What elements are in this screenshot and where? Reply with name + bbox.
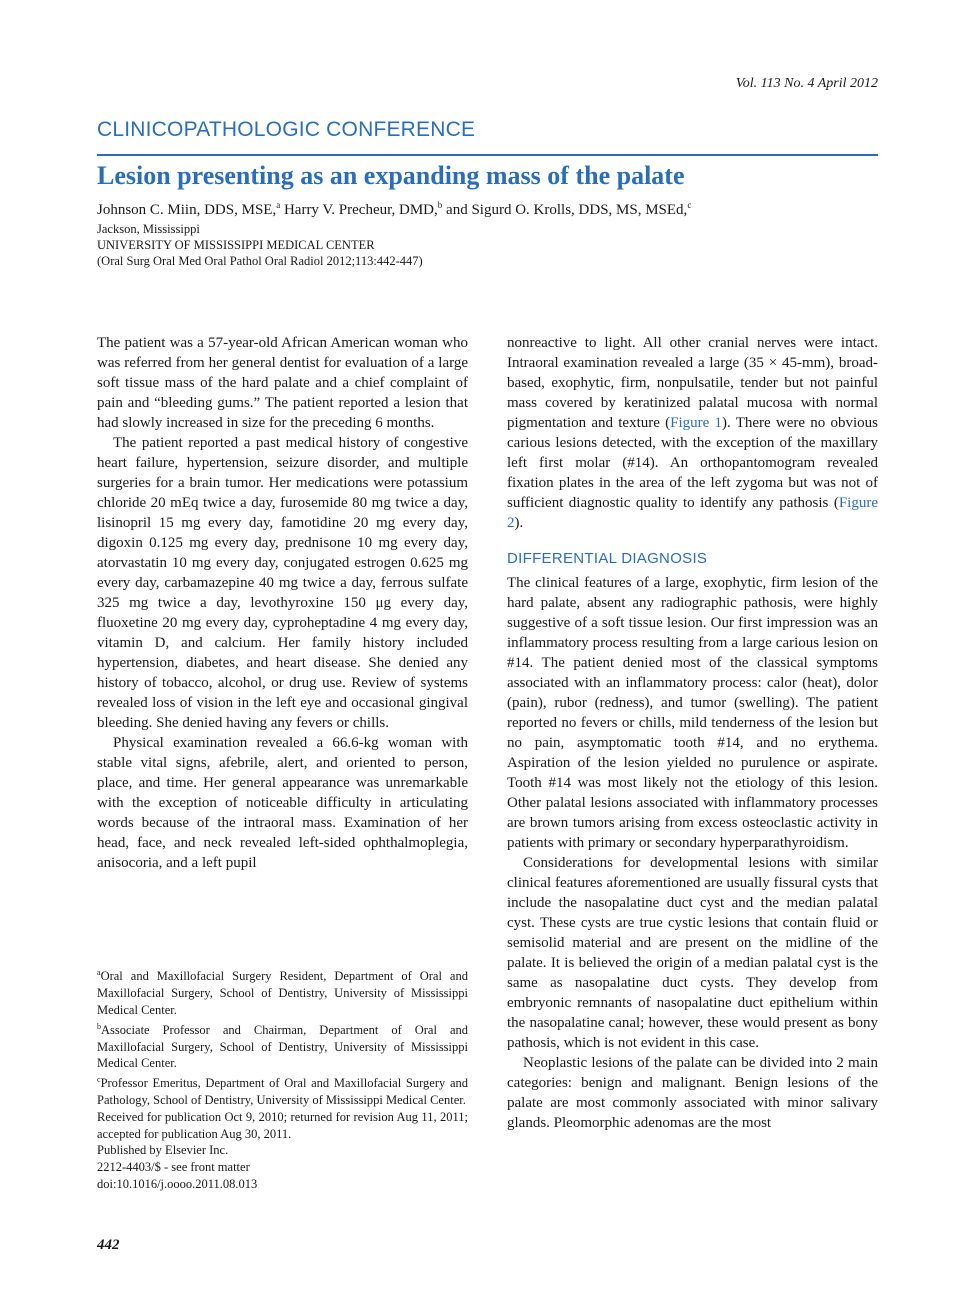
affiliation-block (97, 221, 423, 269)
paragraph-4-part-a: nonreactive to light. All other cranial nerves were intact. Intraoral examination revealed a large (35 × 45-mm), broad-based, exophytic, firm, nonpulsatile, tender but not painful mass covered by keratinized palatal mucosa with normal pigmentation and texture ( (507, 335, 878, 431)
paragraph-7: Neoplastic lesions of the palate can be divided into 2 main categories: benign and malignant. Benign lesions of the palate are most commonly associated with minor salivary glands. Pleomorphic adenomas are the most (507, 1055, 878, 1131)
citation-line: (Oral Surg Oral Med Oral Pathol Oral Radiol 2012;113:442-447) (97, 254, 423, 268)
footnotes (97, 965, 468, 1193)
footnote-b-text: Associate Professor and Chairman, Department of Oral and Maxillofacial Surgery, School of Dentistry, University of Mississippi Medical Center. (97, 1022, 468, 1071)
received-dates: Received for publication Oct 9, 2010; returned for revision Aug 11, 2011; accepted for publication Aug 30, 2011. (97, 1109, 468, 1141)
author-2: Harry V. Precheur, DMD, (280, 202, 438, 218)
paragraph-2: The patient reported a past medical history of congestive heart failure, hypertension, seizure disorder, and multiple surgeries for a brain tumor. Her medications were potassium chloride 20 mEq twice a day, furosemide 80 mg twice a day, lisinopril 15 mg every day, famotidine 20 mg every day, digoxin 0.125 mg every day, prednisone 10 mg every day, atorvastatin 10 mg every day, conjugated estrogen 0.625 mg every day, carbamazepine 40 mg twice a day, ferrous sulfate 325 mg twice a day, levothyroxine 150 μg every day, fluoxetine 20 mg every day, cyproheptadine 4 mg every day, vitamin D, and calcium. Her family history included hypertension, diabetes, and heart disease. She denied any history of tobacco, alcohol, or drug use. Review of systems revealed loss of vision in the left eye and occasional gingival bleeding. She denied having any fevers or chills. (97, 435, 468, 731)
footnote-b-mark: b (97, 1021, 101, 1031)
footnote-c (97, 1072, 468, 1109)
doi-line: doi:10.1016/j.oooo.2011.08.013 (97, 1177, 258, 1192)
footnote-c-mark: c (97, 1075, 101, 1085)
affiliation-institution: UNIVERSITY OF MISSISSIPPI MEDICAL CENTER (97, 238, 375, 252)
issue-info: Vol. 113 No. 4 April 2012 (735, 76, 878, 91)
body-column-left (97, 333, 468, 873)
issn-line: 2212-4403/$ - see front matter (97, 1160, 250, 1175)
author-3-mark: c (687, 200, 692, 210)
page-number: 442 (97, 1237, 120, 1253)
author-1: Johnson C. Miin, DDS, MSE, (97, 202, 277, 218)
footnote-b (97, 1019, 468, 1073)
author-2-mark: b (437, 200, 443, 210)
paragraph-3: Physical examination revealed a 66.6-kg woman with stable vital signs, afebrile, alert, and oriented to person, place, and time. Her general appearance was unremarkable with the exception of noticeable difficulty in articulating words because of the intraoral mass. Examination of her head, face, and neck revealed left-sided ophthalmoplegia, anisocoria, and a left pupil (97, 735, 468, 871)
paragraph-5: The clinical features of a large, exophytic, firm lesion of the hard palate, absent any radiographic pathosis, were highly suggestive of a soft tissue lesion. Our first impression was an inflammatory process resulting from a large carious lesion on #14. The patient denied most of the classical symptoms associated with an inflammatory process: calor (heat), dolor (pain), rubor (redness), and tumor (swelling). The patient reported no fevers or chills, mild tenderness of the lesion but no pain, asymptomatic tooth #14, and no erythema. Aspiration of the lesion yielded no purulence or aspirate. Tooth #14 was most likely not the etiology of this lesion. Other palatal lesions associated with inflammatory processes are brown tumors arising from excess osteoclastic activity in patients with primary or secondary hyperparathyroidism. (507, 575, 878, 851)
author-3: and Sigurd O. Krolls, DDS, MS, MSEd, (442, 202, 688, 218)
publisher-line: Published by Elsevier Inc. (97, 1143, 229, 1158)
author-1-mark: a (276, 200, 281, 210)
article-title: Lesion presenting as an expanding mass of the palate (97, 161, 685, 190)
differential-diagnosis-heading: DIFFERENTIAL DIAGNOSIS (507, 550, 708, 567)
figure-2-link[interactable]: Figure 2 (507, 495, 878, 531)
affiliation-city: Jackson, Mississippi (97, 222, 200, 236)
paragraph-1: The patient was a 57-year-old African American woman who was referred from her general dentist for evaluation of a large soft tissue mass of the hard palate and a chief complaint of pain and “bleeding gums.” The patient reported a lesion that had slowly increased in size for the preceding 6 months. (97, 335, 468, 431)
footnote-a-text: Oral and Maxillofacial Surgery Resident, Department of Oral and Maxillofacial Surgery, School of Dentistry, University of Mississippi Medical Center. (97, 969, 468, 1017)
paragraph-6: Considerations for developmental lesions with similar clinical features aforementioned are usually fissural cysts that include the nasopalatine duct cyst and the median palatal cyst. These cysts are true cystic lesions that contain fluid or semisolid material and are present on the midline of the palate. It is believed the origin of a median palatal cyst is the same as nasopalatine duct cysts. They develop from embryonic remnants of nasopalatine duct epithelium within the nasopalatine canal; however, these would present as bony pathosis, which is not evident in this case. (507, 855, 878, 1051)
figure-1-link[interactable]: Figure 1 (670, 415, 723, 431)
paragraph-4 (507, 333, 878, 533)
paragraph-4-part-c: ). (514, 515, 524, 531)
paragraph-4-part-b: ). There were no obvious carious lesions detected, with the exception of the maxillary left first molar (#14). An orthopantomogram revealed fixation plates in the area of the left zygoma but was not of sufficient diagnostic quality to identify any pathosis ( (507, 415, 878, 511)
header-rule (97, 154, 878, 156)
section-heading: CLINICOPATHOLOGIC CONFERENCE (97, 118, 476, 141)
body-column-right (507, 333, 878, 1133)
footnote-c-text: Professor Emeritus, Department of Oral and Maxillofacial Surgery and Pathology, School of Dentistry, University of Mississippi Medical Center. (97, 1076, 468, 1108)
footnote-a-mark: a (97, 968, 101, 977)
author-list (97, 200, 691, 219)
footnote-a (97, 965, 468, 1019)
